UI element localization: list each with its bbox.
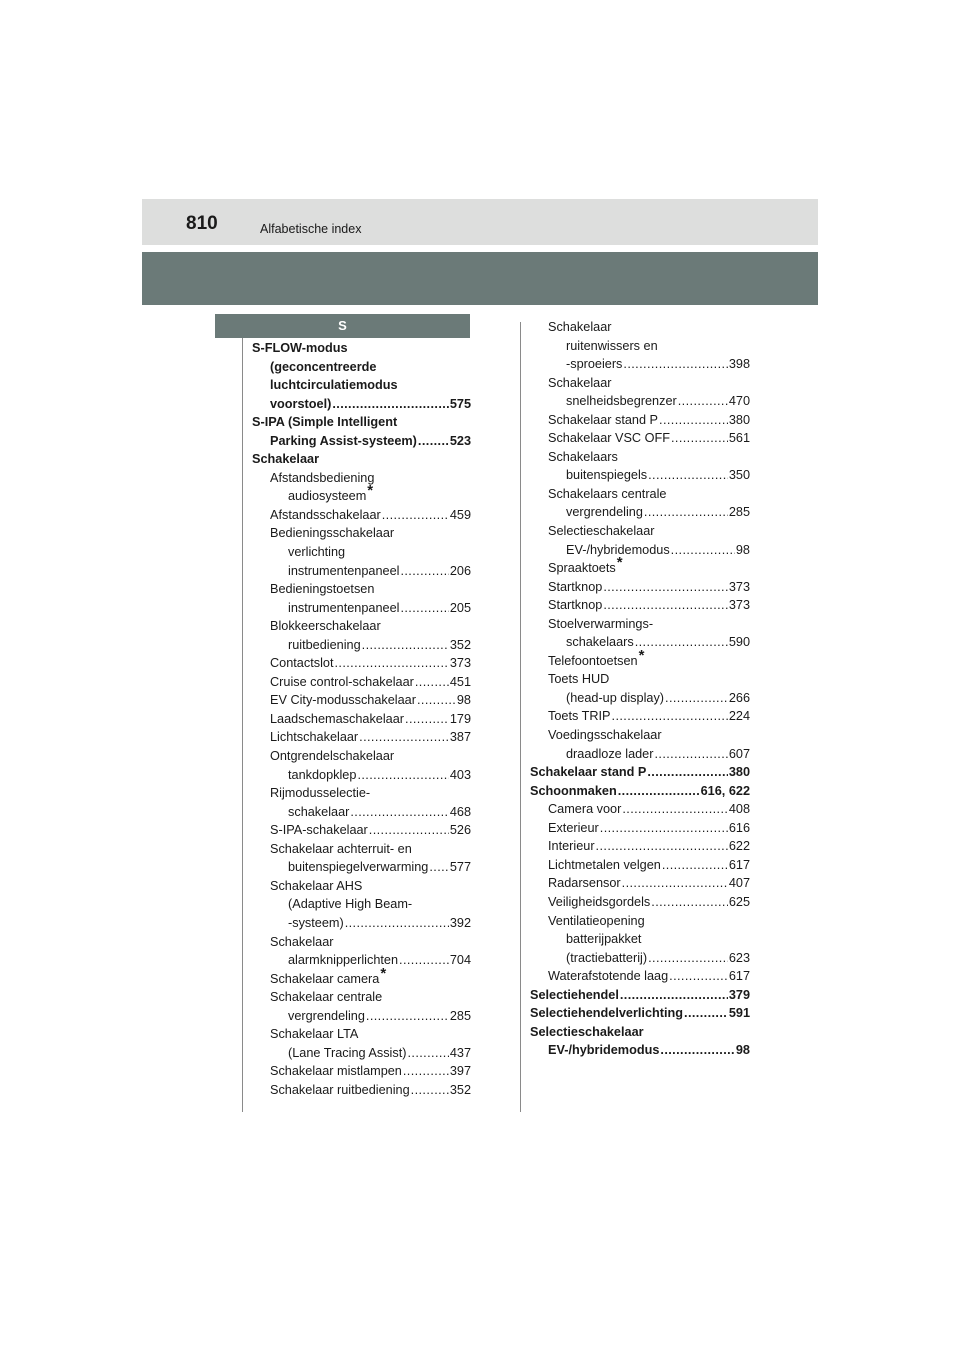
dot-leader	[359, 728, 449, 747]
dot-leader	[665, 689, 728, 708]
page-title: Alfabetische index	[260, 222, 362, 236]
page-ref[interactable]: 350	[728, 468, 750, 483]
index-line: Schakelaar	[252, 452, 320, 467]
index-entry[interactable]	[252, 395, 471, 414]
entry-label: Lichtmetalen velgen	[548, 857, 661, 872]
dot-leader	[669, 967, 728, 986]
dot-leader	[623, 355, 727, 374]
dot-leader	[407, 1044, 448, 1063]
page-ref[interactable]: 379	[728, 987, 750, 1002]
dot-leader	[403, 1062, 449, 1081]
page-ref[interactable]: 616, 622	[700, 783, 750, 798]
page-ref[interactable]: 373	[449, 656, 471, 671]
page-ref[interactable]: 205	[449, 600, 471, 615]
page-ref[interactable]: 398	[728, 357, 750, 372]
page-ref[interactable]: 407	[728, 876, 750, 891]
dot-leader	[603, 596, 728, 615]
page-ref[interactable]: 352	[449, 1082, 471, 1097]
entry-label: Afstandsschakelaar	[270, 507, 381, 522]
page-ref[interactable]: 617	[728, 969, 750, 984]
dot-leader	[332, 395, 448, 414]
entry-label: Laadschemaschakelaar	[270, 711, 405, 726]
entry-label: Schakelaar camera	[270, 971, 380, 986]
page-ref[interactable]: 616	[728, 820, 750, 835]
dot-leader	[622, 800, 727, 819]
dot-leader	[345, 914, 449, 933]
index-entry[interactable]	[252, 654, 471, 673]
dot-leader	[648, 466, 728, 485]
dot-leader	[647, 763, 727, 782]
dot-leader	[350, 803, 448, 822]
index-line: Rijmodusselectie-	[270, 786, 371, 801]
index-entry[interactable]	[252, 636, 471, 655]
entry-label: tankdopklep	[288, 767, 357, 782]
dot-leader	[678, 392, 728, 411]
index-entry[interactable]	[530, 745, 750, 764]
page-ref[interactable]: 526	[449, 823, 471, 838]
index-entry[interactable]	[530, 800, 750, 819]
index-line: Schakelaar	[548, 320, 612, 334]
entry-label: Interieur	[548, 839, 595, 854]
index-entry[interactable]	[252, 432, 471, 451]
entry-label: Schakelaar mistlampen	[270, 1064, 402, 1079]
index-line: Ventilatieopening	[548, 913, 645, 928]
index-line: Schakelaars centrale	[548, 486, 667, 501]
page-ref[interactable]: 224	[728, 709, 750, 724]
index-line: (Adaptive High Beam-	[288, 897, 413, 912]
entry-label: voorstoel)	[270, 396, 332, 411]
index-entry[interactable]	[252, 1007, 471, 1026]
page-ref[interactable]: 561	[728, 431, 750, 446]
index-entry[interactable]	[530, 949, 750, 968]
entry-label: buitenspiegels	[566, 468, 648, 483]
dot-leader	[415, 673, 449, 692]
index-entry[interactable]	[530, 392, 750, 411]
entry-label: Camera voor	[548, 802, 622, 817]
entry-label: S-IPA-schakelaar	[270, 823, 368, 838]
entry-label: Selectiehendelverlichting	[530, 1006, 684, 1021]
index-line: verlichting	[288, 545, 346, 560]
entry-label: Contactslot	[270, 656, 334, 671]
dot-leader	[622, 874, 728, 893]
index-line: Blokkeerschakelaar	[270, 619, 381, 634]
page-ref[interactable]: 397	[449, 1064, 471, 1079]
entry-label: Startknop	[548, 579, 603, 594]
index-entry[interactable]	[252, 951, 471, 970]
entry-label: (Lane Tracing Assist)	[288, 1045, 407, 1060]
index-entry[interactable]	[530, 856, 750, 875]
index-line: (geconcentreerde	[270, 359, 377, 374]
dot-leader	[600, 819, 728, 838]
index-line	[252, 964, 471, 989]
index-line: ruitenwissers en	[566, 338, 658, 353]
index-entry[interactable]	[530, 874, 750, 893]
page-ref[interactable]: 98	[735, 542, 750, 557]
page-ref[interactable]: 206	[449, 563, 471, 578]
dot-leader	[684, 1004, 728, 1023]
index-entry[interactable]	[530, 986, 750, 1005]
entry-label: draadloze lader	[566, 746, 654, 761]
index-entry[interactable]	[252, 673, 471, 692]
page-ref[interactable]: 622	[728, 839, 750, 854]
entry-label: Toets TRIP	[548, 709, 611, 724]
page-ref[interactable]: 523	[449, 433, 471, 448]
index-entry[interactable]	[530, 782, 750, 801]
index-entry[interactable]	[530, 541, 750, 560]
index-line: S-FLOW-modus	[252, 341, 348, 355]
entry-label: audiosysteem	[288, 489, 367, 504]
index-entry[interactable]	[252, 914, 471, 933]
dot-leader	[429, 858, 448, 877]
page-number: 810	[186, 213, 218, 234]
page-ref[interactable]: 373	[728, 598, 750, 613]
index-line: Bedieningstoetsen	[270, 582, 375, 597]
page-ref[interactable]: 403	[449, 767, 471, 782]
entry-label: buitenspiegelverwarming	[288, 860, 429, 875]
dot-leader	[603, 578, 728, 597]
index-entry[interactable]	[530, 466, 750, 485]
page-ref[interactable]: 575	[449, 396, 471, 411]
index-line: Voedingsschakelaar	[548, 728, 662, 743]
page-ref[interactable]: 266	[728, 690, 750, 705]
index-entry[interactable]	[252, 599, 471, 618]
index-entry[interactable]	[530, 689, 750, 708]
index-entry[interactable]	[530, 596, 750, 615]
dot-leader	[418, 432, 449, 451]
index-line	[530, 554, 750, 578]
entry-label: Startknop	[548, 598, 603, 613]
index-entry[interactable]	[530, 967, 750, 986]
dot-leader	[644, 503, 728, 522]
index-entry[interactable]	[252, 1081, 471, 1100]
index-entry[interactable]	[530, 763, 750, 782]
dot-leader	[362, 636, 449, 655]
dot-leader	[671, 429, 728, 448]
index-line: Bedieningsschakelaar	[270, 526, 395, 541]
entry-label: schakelaars	[566, 635, 634, 650]
index-line: Schakelaar	[548, 375, 612, 390]
index-entry[interactable]	[252, 858, 471, 877]
dot-leader	[612, 707, 728, 726]
entry-label: Selectiehendel	[530, 987, 619, 1002]
page-ref[interactable]: 590	[728, 635, 750, 650]
entry-label: Lichtschakelaar	[270, 730, 359, 745]
index-line: Schakelaar achterruit- en	[270, 841, 412, 856]
entry-label: Spraaktoets	[548, 561, 616, 576]
dot-leader	[620, 986, 728, 1005]
dot-leader	[400, 599, 448, 618]
entry-label: -systeem)	[288, 915, 344, 930]
dot-leader	[651, 893, 728, 912]
entry-label: ruitbediening	[288, 637, 361, 652]
index-entry[interactable]	[530, 837, 750, 856]
entry-label: vergrendeling	[288, 1008, 365, 1023]
page-ref[interactable]: 451	[449, 674, 471, 689]
page-ref[interactable]: 625	[728, 894, 750, 909]
dot-leader	[369, 821, 449, 840]
index-entry[interactable]	[252, 710, 471, 729]
index-line: Schakelaar AHS	[270, 878, 363, 893]
page-ref[interactable]: 470	[728, 394, 750, 409]
index-line: Schakelaars	[548, 449, 618, 464]
index-entry[interactable]	[252, 506, 471, 525]
entry-label: -sproeiers	[566, 357, 623, 372]
index-line: Stoelverwarmings-	[548, 616, 654, 631]
entry-label: Veiligheidsgordels	[548, 894, 651, 909]
entry-label: Exterieur	[548, 820, 599, 835]
index-entry[interactable]	[530, 819, 750, 838]
dot-leader	[417, 691, 456, 710]
entry-label: Radarsensor	[548, 876, 621, 891]
dot-leader	[405, 710, 449, 729]
entry-label: Schakelaar stand P	[530, 765, 647, 780]
index-column-1	[252, 339, 471, 1099]
page-ref[interactable]: 591	[728, 1006, 750, 1021]
index-line: Schakelaar LTA	[270, 1027, 359, 1042]
dot-leader	[400, 562, 448, 581]
dot-leader	[660, 1041, 734, 1060]
page-ref[interactable]: 437	[449, 1045, 471, 1060]
page-ref[interactable]: 179	[449, 711, 471, 726]
index-line: Afstandsbediening	[270, 470, 375, 485]
entry-label: instrumentenpaneel	[288, 600, 400, 615]
entry-label: Telefoontoetsen	[548, 653, 638, 668]
dot-leader	[635, 633, 728, 652]
index-line: S-IPA (Simple Intelligent	[252, 415, 398, 430]
page-ref[interactable]: 459	[449, 507, 471, 522]
section-band	[142, 252, 818, 305]
dot-leader	[334, 654, 448, 673]
dot-leader	[411, 1081, 449, 1100]
asterisk-icon: *	[638, 646, 645, 664]
entry-label: EV-/hybridemodus	[566, 542, 670, 557]
entry-label: snelheidsbegrenzer	[566, 394, 677, 409]
index-entry[interactable]	[530, 429, 750, 448]
dot-leader	[659, 411, 728, 430]
page-ref[interactable]: 468	[449, 804, 471, 819]
page-ref[interactable]: 380	[728, 765, 750, 780]
dot-leader	[357, 766, 448, 785]
entry-label: Schakelaar VSC OFF	[548, 431, 670, 446]
index-entry[interactable]	[530, 1041, 750, 1060]
index-entry[interactable]	[530, 503, 750, 522]
index-entry[interactable]	[530, 1004, 750, 1023]
asterisk-icon: *	[616, 554, 623, 572]
page-ref[interactable]: 392	[449, 915, 471, 930]
index-line: Selectieschakelaar	[548, 524, 655, 539]
dot-leader	[399, 951, 449, 970]
page-ref[interactable]: 285	[728, 505, 750, 520]
page-ref[interactable]: 285	[449, 1008, 471, 1023]
entry-label: Waterafstotende laag	[548, 969, 669, 984]
page-ref[interactable]: 352	[449, 637, 471, 652]
index-line: Schakelaar centrale	[270, 990, 383, 1005]
entry-label: alarmknipperlichten	[288, 953, 399, 968]
entry-label: instrumentenpaneel	[288, 563, 400, 578]
page-ref[interactable]: 98	[456, 693, 471, 708]
dot-leader	[648, 949, 728, 968]
page-ref[interactable]: 408	[728, 802, 750, 817]
column-divider-left	[242, 338, 243, 1112]
header-bar	[142, 199, 818, 245]
page-ref[interactable]: 387	[449, 730, 471, 745]
index-line	[530, 646, 750, 671]
index-entry[interactable]	[252, 562, 471, 581]
dot-leader	[618, 782, 700, 801]
dot-leader	[366, 1007, 449, 1026]
index-line	[252, 482, 471, 506]
entry-label: (head-up display)	[566, 690, 665, 705]
index-entry[interactable]	[252, 821, 471, 840]
entry-label: vergrendeling	[566, 505, 643, 520]
index-entry[interactable]	[252, 1062, 471, 1081]
entry-label: Schoonmaken	[530, 783, 617, 798]
page-ref[interactable]: 623	[728, 950, 750, 965]
page-ref[interactable]: 704	[449, 953, 471, 968]
entry-label: (tractiebatterij)	[566, 950, 648, 965]
asterisk-icon: *	[367, 482, 374, 500]
index-entry[interactable]	[530, 893, 750, 912]
entry-label: Parking Assist-systeem)	[270, 433, 417, 448]
entry-label: Schakelaar stand P	[548, 412, 659, 427]
index-entry[interactable]	[252, 803, 471, 822]
index-entry[interactable]	[252, 766, 471, 785]
index-entry[interactable]	[530, 578, 750, 597]
index-entry[interactable]	[252, 728, 471, 747]
index-line: Ontgrendelschakelaar	[270, 749, 395, 764]
index-line: batterijpakket	[566, 932, 642, 947]
page-ref[interactable]: 380	[728, 412, 750, 427]
entry-label: Cruise control-schakelaar	[270, 674, 414, 689]
index-line: Toets HUD	[548, 672, 610, 687]
index-entry[interactable]	[252, 1044, 471, 1063]
page-ref[interactable]: 577	[449, 860, 471, 875]
page-ref[interactable]: 373	[728, 579, 750, 594]
index-entry[interactable]	[530, 411, 750, 430]
dot-leader	[662, 856, 728, 875]
index-line: luchtcirculatiemodus	[270, 378, 398, 393]
dot-leader	[382, 506, 449, 525]
index-entry[interactable]	[530, 355, 750, 374]
column-divider-right	[520, 322, 521, 1112]
index-column-2	[530, 318, 750, 1060]
asterisk-icon: *	[380, 964, 387, 982]
page-ref[interactable]: 617	[728, 857, 750, 872]
dot-leader	[654, 745, 727, 764]
index-line: Schakelaar	[270, 934, 334, 949]
entry-label: EV City-modusschakelaar	[270, 693, 416, 708]
page-ref[interactable]: 98	[735, 1043, 750, 1058]
entry-label: Schakelaar ruitbediening	[270, 1082, 410, 1097]
page-ref[interactable]: 607	[728, 746, 750, 761]
dot-leader	[671, 541, 735, 560]
index-line: Selectieschakelaar	[530, 1024, 644, 1039]
dot-leader	[596, 837, 728, 856]
entry-label: schakelaar	[288, 804, 350, 819]
index-entry[interactable]	[530, 707, 750, 726]
index-entry[interactable]	[252, 691, 471, 710]
entry-label: EV-/hybridemodus	[548, 1043, 660, 1058]
section-letter-tab: S	[215, 314, 470, 338]
